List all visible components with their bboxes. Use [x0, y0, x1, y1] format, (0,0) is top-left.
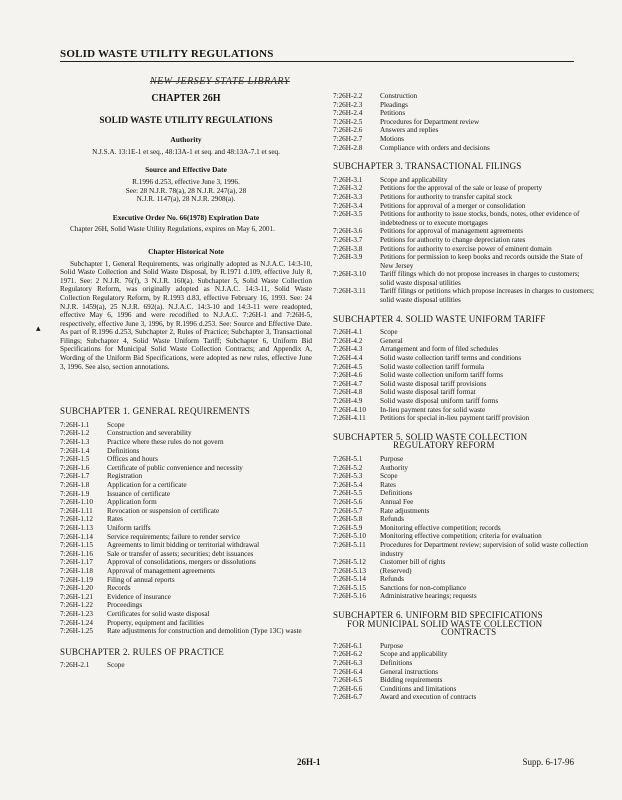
section-entry: [60, 619, 312, 628]
subchapter-5-list: [333, 455, 595, 601]
section-number: 7:26H-3.3: [333, 192, 363, 201]
section-number: 7:26H-1.3: [60, 438, 90, 447]
history-heading: Chapter Historical Note: [148, 246, 224, 256]
section-number: 7:26H-1.15: [60, 541, 93, 550]
section-entry: [60, 515, 312, 524]
section-title: Approval of consolidations, mergers or dissolutions: [107, 558, 256, 567]
section-entry: [333, 584, 595, 593]
section-title: Scope and applicability: [380, 175, 448, 184]
section-number: 7:26H-4.2: [333, 336, 363, 345]
section-number: 7:26H-1.23: [60, 609, 93, 618]
section-entry: [333, 184, 595, 193]
section-number: 7:26H-3.6: [333, 227, 363, 236]
section-entry: [333, 287, 595, 304]
section-title: Solid waste collection tariff terms and conditions: [380, 354, 522, 363]
section-title: Certificates for solid waste disposal: [107, 609, 210, 618]
section-title: Petitions: [380, 109, 406, 118]
section-title: Practice where these rules do not govern: [107, 438, 224, 447]
section-title: Evidence of insurance: [107, 592, 171, 601]
section-entry: [60, 550, 312, 559]
section-entry: [333, 236, 595, 245]
section-entry: [60, 627, 312, 636]
section-title: Monitoring effective competition; records: [380, 523, 501, 532]
section-title: Agreements to limit bidding or territorial withdrawal: [107, 541, 260, 550]
section-title: In-lieu payment rates for solid waste: [380, 405, 486, 414]
exec-order-block: [60, 214, 312, 234]
section-number: 7:26H-1.11: [60, 506, 93, 515]
margin-mark: ▴: [36, 323, 41, 333]
section-number: 7:26H-1.12: [60, 515, 93, 524]
section-entry: [333, 575, 595, 584]
section-entry: [60, 507, 312, 516]
section-entry: [60, 584, 312, 593]
section-entry: [60, 481, 312, 490]
authority-heading: Authority: [170, 135, 202, 145]
section-entry: [333, 253, 595, 270]
section-number: 7:26H-1.6: [60, 463, 90, 472]
section-number: 7:26H-2.8: [333, 143, 363, 152]
section-title: Rate adjustments: [380, 506, 430, 515]
section-entry: [333, 532, 595, 541]
section-number: 7:26H-2.3: [333, 100, 363, 109]
history-text: Subchapter 1, General Requirements, was originally adopted as N.J.A.C. 14:3-10, Solid Waste Collection and Solid Waste Disposal, by R.1971 d.109, effective July 8, 1971. See: 2 N.J.R. 76(f), 3 N.J.R. 160(a). Subchapter 5, Solid Waste Collection Regulatory Reform, was originally adopted as N.J.A.C. 14:3-11, Solid Waste Collection Regulatory Reform, by R.1993 d.83, effective February 16, 1993. See: 24 N.J.R. 1459(a), 25 N.J.R. 692(a). N.J.A.C. 14:3-10 and 14:3-11 were readopted, effective May 6, 1996 and were recodified to N.J.A.C. 7:26H-1 and 7:26H-5, respectively, effective June 3, 1996, by R.1996 d.253. See: Source and Effective Date. As part of R.1996 d.253, Subchapter 2, Rules of Practice; Subchapter 3, Transactional Filings; Subchapter 4, Solid Waste Uniform Tariff; Subchapter 6, Uniform Bid Specifications for Municipal Solid Waste Collection Contracts; and Appendix A, Wording of the Uniform Bid Specifications, were adopted as new rules, effective June 3, 1996. See also, section annotations.: [60, 259, 312, 371]
section-title: Purpose: [380, 641, 404, 650]
section-title: Petitions for permission to keep books and records outside the State of New Jersey: [380, 253, 583, 270]
section-number: 7:26H-1.17: [60, 558, 93, 567]
section-entry: [333, 406, 595, 415]
subchapter-1-heading: SUBCHAPTER 1. GENERAL REQUIREMENTS: [60, 406, 250, 417]
section-title: Scope: [380, 328, 398, 337]
section-title: Authority: [380, 463, 408, 472]
section-entry: [333, 414, 595, 423]
section-number: 7:26H-3.4: [333, 201, 363, 210]
section-title: Scope and applicability: [380, 650, 448, 659]
source-block: [60, 166, 312, 203]
subchapter-2-heading: SUBCHAPTER 2. RULES OF PRACTICE: [60, 646, 224, 657]
section-number: 7:26H-5.5: [333, 489, 363, 498]
section-number: 7:26H-4.7: [333, 379, 363, 388]
section-entry: [333, 481, 595, 490]
section-title: General instructions: [380, 667, 439, 676]
section-title: Records: [107, 584, 131, 593]
section-number: 7:26H-2.4: [333, 109, 363, 118]
section-title: Sanctions for non-compliance: [380, 583, 467, 592]
section-title: Definitions: [380, 659, 413, 668]
chapter-title: CHAPTER 26H: [151, 93, 221, 104]
section-title: Petitions for authority to issue stocks, bonds, notes, other evidence of indebtedness or to execute mortgages: [380, 210, 580, 227]
section-number: 7:26H-3.11: [333, 287, 366, 296]
section-entry: [333, 464, 595, 473]
section-number: 7:26H-2.2: [333, 92, 363, 100]
supplement-date: Supp. 6-17-96: [522, 757, 574, 767]
section-number: 7:26H-1.14: [60, 532, 93, 541]
section-title: Award and execution of contracts: [380, 693, 477, 702]
section-number: 7:26H-2.7: [333, 134, 363, 143]
section-entry: [60, 438, 312, 447]
section-title: Revocation or suspension of certificate: [107, 506, 220, 515]
section-entry: [333, 126, 595, 135]
section-title: Solid waste collection tariff formula: [380, 362, 485, 371]
section-number: 7:26H-4.10: [333, 405, 366, 414]
section-number: 7:26H-6.3: [333, 659, 363, 668]
section-title: Rate adjustments for construction and demolition (Type 13C) waste: [107, 627, 302, 636]
section-title: Uniform tariffs: [107, 523, 151, 532]
section-entry: [333, 227, 595, 236]
section-title: Construction: [380, 92, 418, 100]
section-title: Filing of annual reports: [107, 575, 175, 584]
section-entry: [333, 202, 595, 211]
section-entry: [60, 661, 312, 670]
section-entry: [333, 118, 595, 127]
section-number: 7:26H-1.24: [60, 618, 93, 627]
subchapter-6-heading: [333, 611, 595, 637]
section-entry: [333, 659, 595, 668]
section-entry: [333, 371, 595, 380]
section-number: 7:26H-5.16: [333, 592, 366, 601]
section-number: 7:26H-5.6: [333, 497, 363, 506]
section-title: Monitoring effective competition; criteria for evaluation: [380, 532, 542, 541]
section-number: 7:26H-3.2: [333, 184, 363, 193]
section-title: Offices and hours: [107, 455, 158, 464]
section-number: 7:26H-2.6: [333, 126, 363, 135]
section-title: Annual Fee: [380, 497, 414, 506]
section-title: Petitions for special in-lieu payment tariff provision: [380, 414, 530, 423]
section-number: 7:26H-3.8: [333, 244, 363, 253]
section-title: Petitions for the approval of the sale or lease of property: [380, 184, 543, 193]
section-title: Certificate of public convenience and necessity: [107, 463, 243, 472]
section-title: Scope: [107, 420, 125, 429]
section-entry: [333, 345, 595, 354]
section-title: Customer bill of rights: [380, 558, 446, 567]
section-title: Construction and severability: [107, 429, 192, 438]
section-entry: [333, 592, 595, 601]
source-heading: Source and Effective Date: [145, 165, 227, 175]
right-column: [333, 92, 595, 702]
section-title: Definitions: [380, 489, 413, 498]
section-title: Procedures for Department review: [380, 117, 480, 126]
section-title: Scope: [107, 661, 125, 670]
section-title: Administrative hearings; requests: [380, 592, 477, 601]
section-number: 7:26H-1.5: [60, 455, 90, 464]
section-entry: [60, 429, 312, 438]
authority-text: N.J.S.A. 13:1E-1 et seq., 48:13A-1 et seq. and 48:13A-7.1 et seq.: [92, 147, 280, 156]
subchapter-3-heading: SUBCHAPTER 3. TRANSACTIONAL FILINGS: [333, 161, 522, 172]
section-entry: [60, 455, 312, 464]
section-number: 7:26H-5.9: [333, 523, 363, 532]
chapter-name: SOLID WASTE UTILITY REGULATIONS: [99, 114, 273, 125]
section-number: 7:26H-6.1: [333, 641, 363, 650]
library-stamp: NEW JERSEY STATE LIBRARY: [150, 76, 290, 87]
section-number: 7:26H-4.4: [333, 354, 363, 363]
section-title: Tariff filings which do not propose increases in charges to customers; solid waste disposal utilities: [380, 270, 580, 287]
section-entry: [333, 685, 595, 694]
section-title: Procedures for Department review; supervision of solid waste collection industry: [380, 540, 588, 558]
section-entry: [333, 397, 595, 406]
section-entry: [333, 135, 595, 144]
section-entry: [333, 541, 595, 558]
section-number: 7:26H-1.8: [60, 481, 90, 489]
section-number: 7:26H-6.6: [333, 684, 363, 693]
section-title: Scope: [380, 472, 398, 481]
section-entry: [60, 593, 312, 602]
section-entry: [333, 676, 595, 685]
section-entry: [333, 567, 595, 576]
section-title: Approval of management agreements: [107, 566, 215, 575]
section-title: Solid waste disposal uniform tariff forms: [380, 397, 499, 405]
section-title: Conditions and limitations: [380, 684, 457, 693]
section-number: 7:26H-3.10: [333, 270, 366, 279]
source-line: See: 28 N.J.R. 78(a), 28 N.J.R. 247(a), 28: [125, 186, 247, 195]
section-title: Petitions for authority to exercise power of eminent domain: [380, 244, 552, 253]
section-number: 7:26H-6.2: [333, 650, 363, 659]
section-entry: [333, 507, 595, 516]
authority-block: [60, 136, 312, 156]
section-number: 7:26H-6.5: [333, 676, 363, 685]
section-title: Arrangement and form of filed schedules: [380, 345, 499, 354]
section-title: Petitions for authority to change depreciation rates: [380, 235, 526, 244]
subchapter-5-heading: [333, 433, 595, 450]
subchapter-4-list: [333, 328, 595, 423]
section-number: 7:26H-3.1: [333, 175, 363, 184]
section-title: Answers and replies: [380, 126, 439, 135]
section-number: 7:26H-2.5: [333, 117, 363, 126]
subchapter-6-heading-line: FOR MUNICIPAL SOLID WASTE COLLECTION: [347, 618, 543, 629]
subchapter-2-list-left: [60, 661, 312, 670]
section-entry: [333, 489, 595, 498]
section-number: 7:26H-1.1: [60, 420, 90, 429]
section-entry: [333, 642, 595, 651]
section-number: 7:26H-5.7: [333, 506, 363, 515]
section-number: 7:26H-3.9: [333, 253, 363, 262]
section-title: Application form: [107, 498, 157, 507]
section-entry: [60, 490, 312, 499]
section-entry: [333, 245, 595, 254]
section-number: 7:26H-1.10: [60, 498, 93, 507]
section-entry: [60, 472, 312, 481]
section-title: Pleadings: [380, 100, 408, 109]
section-title: (Reserved): [380, 566, 412, 575]
section-entry: [60, 498, 312, 507]
section-entry: [60, 601, 312, 610]
section-title: Solid waste disposal tariff provisions: [380, 379, 487, 388]
subchapter-1-list: [60, 421, 312, 636]
section-number: 7:26H-1.9: [60, 489, 90, 498]
section-number: 7:26H-6.7: [333, 693, 363, 702]
section-title: Solid waste disposal tariff format: [380, 388, 476, 397]
section-number: 7:26H-3.5: [333, 210, 363, 219]
section-number: 7:26H-5.1: [333, 454, 363, 463]
section-entry: [333, 515, 595, 524]
section-title: Property, equipment and facilities: [107, 618, 204, 627]
section-title: Solid waste collection uniform tariff forms: [380, 371, 504, 380]
section-title: Tariff filings or petitions which propose increases in charges to customers; solid waste disposal utilities: [380, 287, 595, 305]
section-entry: [333, 270, 595, 287]
section-title: Issuance of certificate: [107, 489, 171, 498]
section-entry: [333, 455, 595, 464]
section-number: 7:26H-1.16: [60, 549, 93, 558]
history-block: [60, 248, 312, 371]
section-title: Definitions: [107, 446, 140, 455]
section-title: Registration: [107, 472, 143, 481]
section-entry: [60, 558, 312, 567]
exec-order-text: Chapter 26H, Solid Waste Utility Regulations, expires on May 6, 2001.: [70, 225, 275, 234]
running-head: SOLID WASTE UTILITY REGULATIONS: [60, 48, 274, 60]
section-title: Refunds: [380, 515, 404, 524]
section-title: Proceedings: [107, 601, 143, 610]
subchapter-5-heading-line: SUBCHAPTER 5. SOLID WASTE COLLECTION: [333, 431, 528, 442]
section-entry: [333, 668, 595, 677]
section-number: 7:26H-5.8: [333, 515, 363, 524]
section-number: 7:26H-5.4: [333, 480, 363, 489]
section-title: Petitions for approval of management agreements: [380, 227, 524, 236]
section-entry: [60, 421, 312, 430]
section-number: 7:26H-1.19: [60, 575, 93, 584]
section-number: 7:26H-4.8: [333, 388, 363, 397]
section-entry: [60, 576, 312, 585]
section-entry: [333, 176, 595, 185]
section-number: 7:26H-1.13: [60, 523, 93, 532]
section-number: 7:26H-3.7: [333, 235, 363, 244]
section-title: Compliance with orders and decisions: [380, 143, 490, 152]
subchapter-3-list: [333, 176, 595, 305]
subchapter-6-heading-line: SUBCHAPTER 6. UNIFORM BID SPECIFICATIONS: [333, 610, 543, 621]
section-entry: [333, 472, 595, 481]
section-number: 7:26H-5.2: [333, 463, 363, 472]
section-entry: [333, 92, 595, 101]
section-number: 7:26H-6.4: [333, 667, 363, 676]
section-title: Petitions for authority to transfer capital stock: [380, 192, 513, 201]
subchapter-6-heading-line: CONTRACTS: [441, 627, 497, 638]
section-title: Rates: [107, 515, 123, 524]
section-entry: [333, 363, 595, 372]
section-entry: [60, 464, 312, 473]
subchapter-2-list-right: [333, 92, 595, 152]
section-entry: [60, 541, 312, 550]
section-number: 7:26H-4.11: [333, 414, 366, 423]
section-entry: [333, 498, 595, 507]
left-column: [60, 92, 312, 670]
section-title: Application for a certificate: [107, 481, 187, 489]
source-line: R.1996 d.253, effective June 3, 1996.: [132, 177, 240, 186]
section-entry: [333, 693, 595, 702]
section-number: 7:26H-4.1: [333, 328, 363, 337]
section-number: 7:26H-4.6: [333, 371, 363, 380]
subchapter-5-heading-line: REGULATORY REFORM: [393, 440, 495, 451]
section-entry: [333, 354, 595, 363]
section-title: Refunds: [380, 575, 404, 584]
section-entry: [333, 558, 595, 567]
section-number: 7:26H-4.5: [333, 362, 363, 371]
page-number: 26H-1: [297, 757, 321, 767]
section-title: Motions: [380, 134, 404, 143]
section-number: 7:26H-5.3: [333, 472, 363, 481]
section-number: 7:26H-2.1: [60, 661, 90, 670]
exec-order-heading: Executive Order No. 66(1978) Expiration Date: [112, 212, 260, 222]
section-entry: [333, 524, 595, 533]
section-title: Service requirements; failure to render service: [107, 532, 241, 541]
section-entry: [333, 109, 595, 118]
section-number: 7:26H-1.18: [60, 566, 93, 575]
section-title: General: [380, 336, 403, 345]
subchapter-4-heading: SUBCHAPTER 4. SOLID WASTE UNIFORM TARIFF: [333, 313, 546, 324]
section-number: 7:26H-1.22: [60, 601, 93, 610]
section-number: 7:26H-5.13: [333, 566, 366, 575]
section-entry: [333, 210, 595, 227]
section-number: 7:26H-1.20: [60, 584, 93, 593]
section-number: 7:26H-1.21: [60, 592, 93, 601]
section-number: 7:26H-5.15: [333, 583, 366, 592]
section-entry: [333, 380, 595, 389]
section-title: Sale or transfer of assets; securities; debt issuances: [107, 549, 254, 558]
section-number: 7:26H-5.14: [333, 575, 366, 584]
section-number: 7:26H-5.10: [333, 532, 366, 541]
section-title: Purpose: [380, 454, 404, 463]
section-entry: [333, 388, 595, 397]
section-entry: [333, 328, 595, 337]
subchapter-6-list: [333, 642, 595, 702]
section-number: 7:26H-1.7: [60, 472, 90, 481]
section-entry: [60, 447, 312, 456]
section-entry: [60, 567, 312, 576]
source-line: N.J.R. 1147(a), 28 N.J.R. 2908(a).: [136, 195, 236, 204]
section-title: Petitions for approval of a merger or consolidation: [380, 201, 526, 210]
section-entry: [60, 533, 312, 542]
section-number: 7:26H-5.11: [333, 540, 366, 549]
section-entry: [60, 524, 312, 533]
section-title: Rates: [380, 480, 396, 489]
section-entry: [333, 650, 595, 659]
section-entry: [333, 193, 595, 202]
header-rule: [60, 61, 574, 62]
section-number: 7:26H-1.4: [60, 446, 90, 455]
section-entry: [333, 337, 595, 346]
section-number: 7:26H-5.12: [333, 558, 366, 567]
section-number: 7:26H-4.3: [333, 345, 363, 354]
section-entry: [60, 610, 312, 619]
section-number: 7:26H-1.2: [60, 429, 90, 438]
section-title: Bidding requirements: [380, 676, 443, 685]
section-number: 7:26H-4.9: [333, 397, 363, 405]
section-entry: [333, 101, 595, 110]
section-entry: [333, 144, 595, 153]
section-number: 7:26H-1.25: [60, 627, 93, 636]
